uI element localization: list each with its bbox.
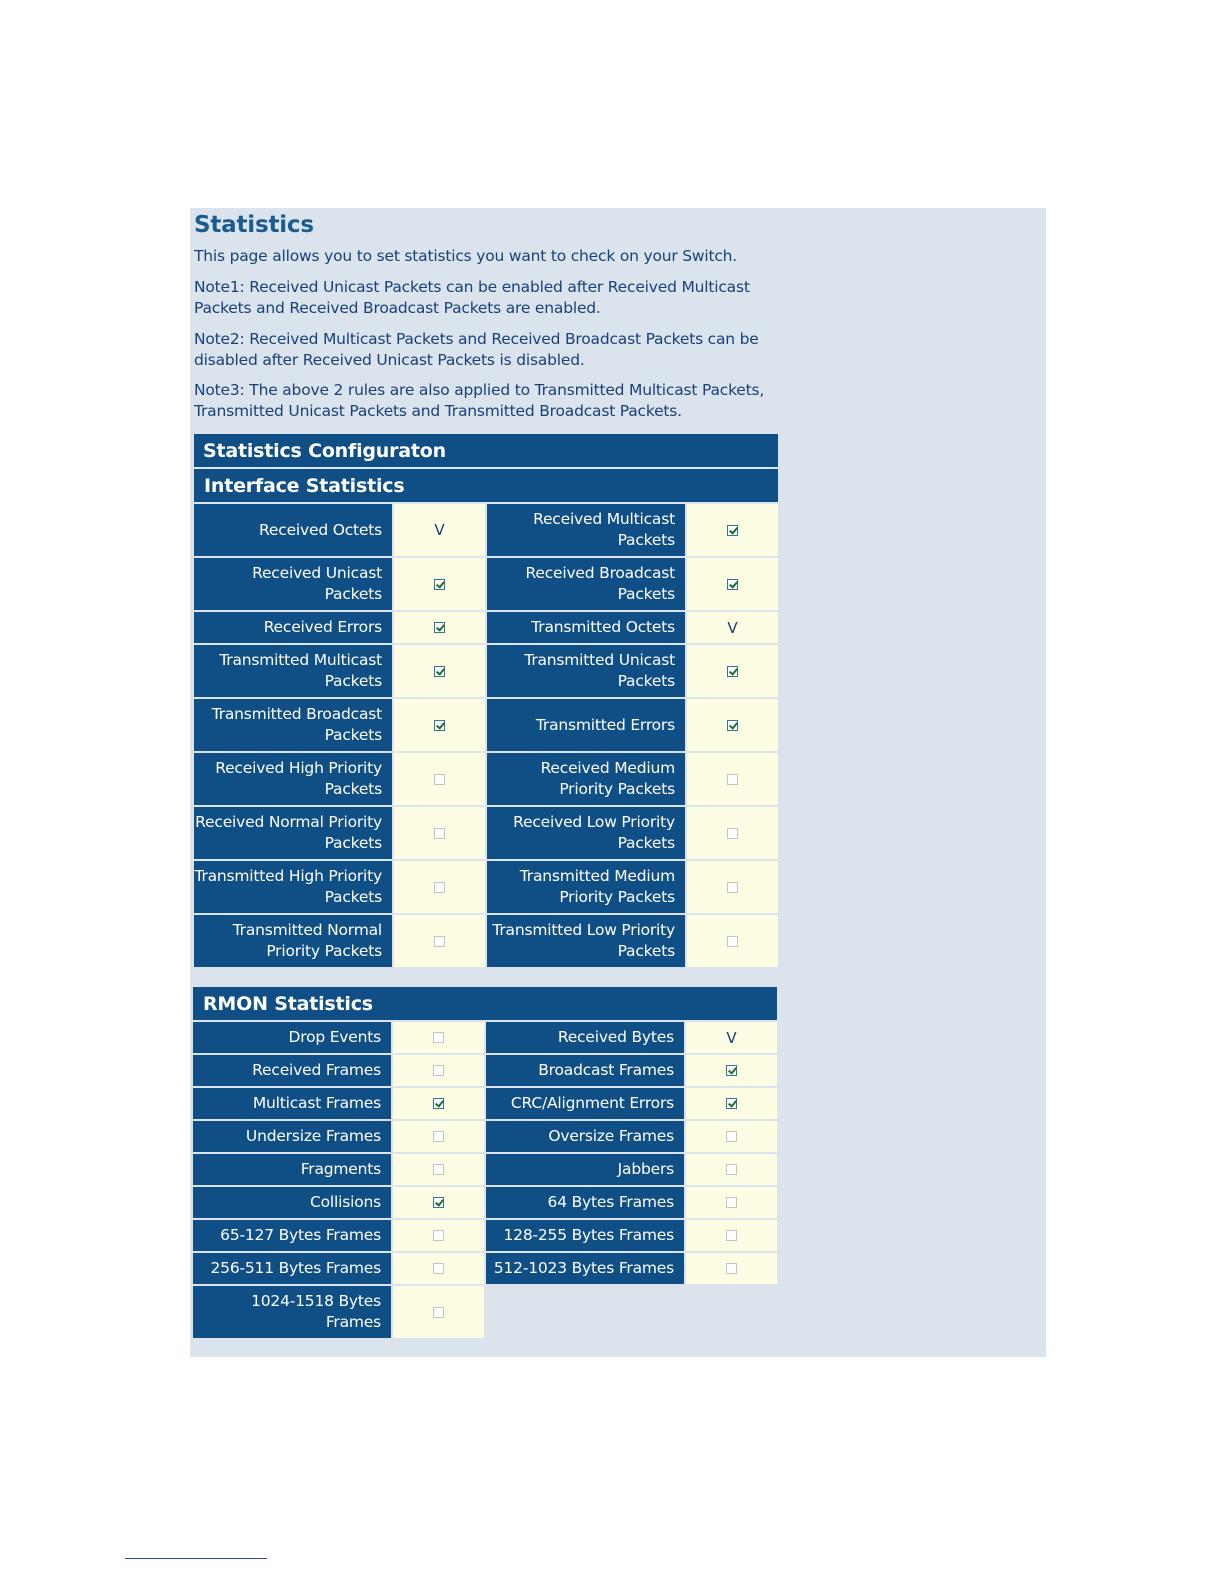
checkbox-received-high-priority-packets[interactable] <box>434 774 445 785</box>
stat-label-text: 128-255 Bytes Frames <box>503 1226 674 1244</box>
stat-label-text: 1024-1518 Bytes Frames <box>251 1292 381 1331</box>
stat-label-transmitted-octets <box>487 612 685 643</box>
always-enabled-mark: V <box>434 521 445 539</box>
note1-text: Note1: Received Unicast Packets can be enabled after Received Multicast Packets and Received Broadcast Packets are enabled. <box>194 278 750 317</box>
stat-value-cell <box>394 558 485 610</box>
statistics-configuration-header: Statistics Configuraton <box>194 434 778 467</box>
stat-label-text: Transmitted Broadcast Packets <box>211 705 382 744</box>
stat-label-text: CRC/Alignment Errors <box>510 1094 674 1112</box>
checkbox-received-normal-priority-packets[interactable] <box>434 828 445 839</box>
table-row <box>193 1253 777 1284</box>
checkbox-1024-1518-bytes-frames[interactable] <box>433 1307 444 1318</box>
stat-label-65-127-bytes-frames <box>193 1220 391 1251</box>
stat-label-transmitted-normal-priority-packets <box>194 915 392 967</box>
stat-label-text: Transmitted Low Priority Packets <box>492 921 675 960</box>
stat-value-cell <box>686 1088 777 1119</box>
statistics-panel <box>190 208 1046 1357</box>
stat-value-cell <box>393 1121 484 1152</box>
stat-value-cell <box>394 504 485 556</box>
checkbox-transmitted-normal-priority-packets[interactable] <box>434 936 445 947</box>
table-row <box>193 1022 777 1053</box>
stat-label-received-medium-priority-packets <box>487 753 685 805</box>
checkbox-received-frames[interactable] <box>433 1065 444 1076</box>
stat-value-cell <box>687 753 778 805</box>
checkbox-received-broadcast-packets[interactable] <box>727 579 738 590</box>
interface-statistics-header: Interface Statistics <box>194 469 778 502</box>
stat-label-text: Transmitted Medium Priority Packets <box>519 867 675 906</box>
stat-value-cell <box>686 1154 777 1185</box>
stat-label-transmitted-errors <box>487 699 685 751</box>
stat-label-received-normal-priority-packets <box>194 807 392 859</box>
stat-label-jabbers <box>486 1154 684 1185</box>
stat-value-cell <box>686 1121 777 1152</box>
stat-label-undersize-frames <box>193 1121 391 1152</box>
checkbox-broadcast-frames[interactable] <box>726 1065 737 1076</box>
stat-value-cell <box>393 1220 484 1251</box>
stat-value-cell <box>393 1154 484 1185</box>
stat-label-text: Received High Priority Packets <box>215 759 382 798</box>
stat-label-text: Received Normal Priority Packets <box>195 813 382 852</box>
footnote-separator <box>125 1558 267 1559</box>
always-enabled-mark: V <box>726 1028 737 1047</box>
stat-label-text: Received Errors <box>263 618 382 636</box>
stat-label-512-1023-bytes-frames <box>486 1253 684 1284</box>
stat-label-text: Received Octets <box>259 520 382 539</box>
stat-label-received-frames <box>193 1055 391 1086</box>
stat-label-text: Oversize Frames <box>548 1127 674 1145</box>
checkbox-transmitted-medium-priority-packets[interactable] <box>727 882 738 893</box>
stat-label-text: Transmitted Multicast Packets <box>219 651 382 690</box>
stat-label-broadcast-frames <box>486 1055 684 1086</box>
table-row <box>194 504 778 556</box>
stat-label-text: Fragments <box>300 1160 381 1178</box>
checkbox-transmitted-multicast-packets[interactable] <box>434 666 445 677</box>
table-row <box>194 753 778 805</box>
stat-value-cell <box>393 1253 484 1284</box>
table-row <box>194 807 778 859</box>
checkbox-jabbers[interactable] <box>726 1164 737 1175</box>
stat-value-cell <box>687 915 778 967</box>
stat-label-received-multicast-packets <box>487 504 685 556</box>
note3-text: Note3: The above 2 rules are also applied to Transmitted Multicast Packets, Transmitted Unicast Packets and Transmitted Broadcast Packets. <box>194 381 765 420</box>
stat-label-fragments <box>193 1154 391 1185</box>
stat-label-transmitted-multicast-packets <box>194 645 392 697</box>
stat-value-cell <box>687 699 778 751</box>
stat-label-text: Received Low Priority Packets <box>513 813 675 852</box>
stat-label-1024-1518-bytes-frames <box>193 1286 391 1338</box>
stat-label-transmitted-unicast-packets <box>487 645 685 697</box>
stat-value-cell <box>687 645 778 697</box>
stat-label-256-511-bytes-frames <box>193 1253 391 1284</box>
stat-value-cell <box>393 1187 484 1218</box>
checkbox-256-511-bytes-frames[interactable] <box>433 1263 444 1274</box>
stat-label-transmitted-high-priority-packets <box>194 861 392 913</box>
stat-label-received-unicast-packets <box>194 558 392 610</box>
stat-label-text: Transmitted Errors <box>535 715 675 734</box>
stat-label-text: Transmitted High Priority Packets <box>194 867 382 906</box>
stat-label-text: 65-127 Bytes Frames <box>220 1226 381 1244</box>
stat-label-multicast-frames <box>193 1088 391 1119</box>
checkbox-received-unicast-packets[interactable] <box>434 579 445 590</box>
checkbox-received-medium-priority-packets[interactable] <box>727 774 738 785</box>
stat-value-cell <box>686 1022 777 1053</box>
checkbox-oversize-frames[interactable] <box>726 1131 737 1142</box>
table-row <box>194 558 778 610</box>
stat-label-received-errors <box>194 612 392 643</box>
checkbox-received-errors[interactable] <box>434 622 445 633</box>
stat-label-oversize-frames <box>486 1121 684 1152</box>
stat-value-cell <box>394 861 485 913</box>
table-row <box>194 861 778 913</box>
stat-label-collisions <box>193 1187 391 1218</box>
table-row <box>194 915 778 967</box>
stat-label-received-broadcast-packets <box>487 558 685 610</box>
rmon-statistics-table <box>193 1022 777 1336</box>
checkbox-received-multicast-packets[interactable] <box>727 525 738 536</box>
stat-value-cell <box>687 807 778 859</box>
stat-label-received-high-priority-packets <box>194 753 392 805</box>
stat-value-cell <box>393 1286 484 1338</box>
table-row <box>193 1286 777 1338</box>
stat-label-text: Received Bytes <box>557 1028 674 1046</box>
checkbox-transmitted-errors[interactable] <box>727 720 738 731</box>
stat-label-text: Broadcast Frames <box>538 1061 674 1079</box>
checkbox-drop-events[interactable] <box>433 1032 444 1043</box>
checkbox-transmitted-broadcast-packets[interactable] <box>434 720 445 731</box>
checkbox-64-bytes-frames[interactable] <box>726 1197 737 1208</box>
table-row <box>193 1121 777 1152</box>
stat-label-text: Received Multicast Packets <box>533 510 675 549</box>
stat-label-128-255-bytes-frames <box>486 1220 684 1251</box>
checkbox-transmitted-high-priority-packets[interactable] <box>434 882 445 893</box>
stat-value-cell <box>686 1055 777 1086</box>
checkbox-transmitted-unicast-packets[interactable] <box>727 666 738 677</box>
table-row <box>193 1187 777 1218</box>
stat-label-text: Received Frames <box>252 1061 381 1079</box>
table-row <box>193 1088 777 1119</box>
stat-label-64-bytes-frames <box>486 1187 684 1218</box>
stat-label-drop-events <box>193 1022 391 1053</box>
stat-value-cell <box>394 645 485 697</box>
stat-label-text: Received Unicast Packets <box>252 564 382 603</box>
stat-value-cell <box>687 558 778 610</box>
stat-label-text: Transmitted Normal Priority Packets <box>232 921 382 960</box>
table-row <box>193 1154 777 1185</box>
checkbox-undersize-frames[interactable] <box>433 1131 444 1142</box>
stat-value-cell <box>393 1088 484 1119</box>
stat-value-cell <box>394 753 485 805</box>
stat-value-cell <box>686 1220 777 1251</box>
stat-value-cell <box>393 1022 484 1053</box>
stat-label-received-bytes <box>486 1022 684 1053</box>
rmon-statistics-header: RMON Statistics <box>193 987 777 1020</box>
stat-label-received-octets <box>194 504 392 556</box>
stat-label-text: 512-1023 Bytes Frames <box>493 1259 674 1277</box>
checkbox-65-127-bytes-frames[interactable] <box>433 1230 444 1241</box>
stat-value-cell <box>687 504 778 556</box>
page-title: Statistics <box>194 212 314 238</box>
stat-value-cell <box>686 1187 777 1218</box>
stat-value-cell <box>687 612 778 643</box>
checkbox-512-1023-bytes-frames[interactable] <box>726 1263 737 1274</box>
stat-value-cell <box>394 699 485 751</box>
checkbox-crc-alignment-errors[interactable] <box>726 1098 737 1109</box>
table-row <box>194 645 778 697</box>
stat-label-text: Transmitted Unicast Packets <box>524 651 675 690</box>
stat-label-text: 64 Bytes Frames <box>547 1193 674 1211</box>
stat-label-text: Undersize Frames <box>245 1127 381 1145</box>
table-row <box>194 699 778 751</box>
stat-label-transmitted-medium-priority-packets <box>487 861 685 913</box>
table-row <box>193 1220 777 1251</box>
stat-label-text: Received Medium Priority Packets <box>540 759 675 798</box>
table-row <box>193 1055 777 1086</box>
always-enabled-mark: V <box>727 618 738 637</box>
stat-label-text: Drop Events <box>288 1028 381 1046</box>
stat-label-text: Multicast Frames <box>252 1094 381 1112</box>
stat-label-text: Received Broadcast Packets <box>525 564 675 603</box>
stat-value-cell <box>394 915 485 967</box>
stat-value-cell <box>687 861 778 913</box>
stat-label-text: Jabbers <box>617 1160 674 1178</box>
intro-text: This page allows you to set statistics you want to check on your Switch. <box>194 247 738 265</box>
checkbox-received-low-priority-packets[interactable] <box>727 828 738 839</box>
stat-value-cell <box>393 1055 484 1086</box>
checkbox-collisions[interactable] <box>433 1197 444 1208</box>
checkbox-128-255-bytes-frames[interactable] <box>726 1230 737 1241</box>
note2-text: Note2: Received Multicast Packets and Received Broadcast Packets can be disabled after Received Unicast Packets is disabled. <box>194 330 759 369</box>
checkbox-transmitted-low-priority-packets[interactable] <box>727 936 738 947</box>
stat-label-text: 256-511 Bytes Frames <box>210 1259 381 1277</box>
interface-statistics-table <box>194 504 778 966</box>
stat-value-cell <box>394 807 485 859</box>
stat-label-received-low-priority-packets <box>487 807 685 859</box>
table-row <box>194 612 778 643</box>
stat-label-text: Collisions <box>310 1193 381 1211</box>
stat-value-cell <box>394 612 485 643</box>
stat-label-transmitted-broadcast-packets <box>194 699 392 751</box>
stat-label-text: Transmitted Octets <box>531 618 675 636</box>
stat-value-cell <box>686 1253 777 1284</box>
checkbox-fragments[interactable] <box>433 1164 444 1175</box>
checkbox-multicast-frames[interactable] <box>433 1098 444 1109</box>
stat-label-transmitted-low-priority-packets <box>487 915 685 967</box>
stat-label-crc-alignment-errors <box>486 1088 684 1119</box>
